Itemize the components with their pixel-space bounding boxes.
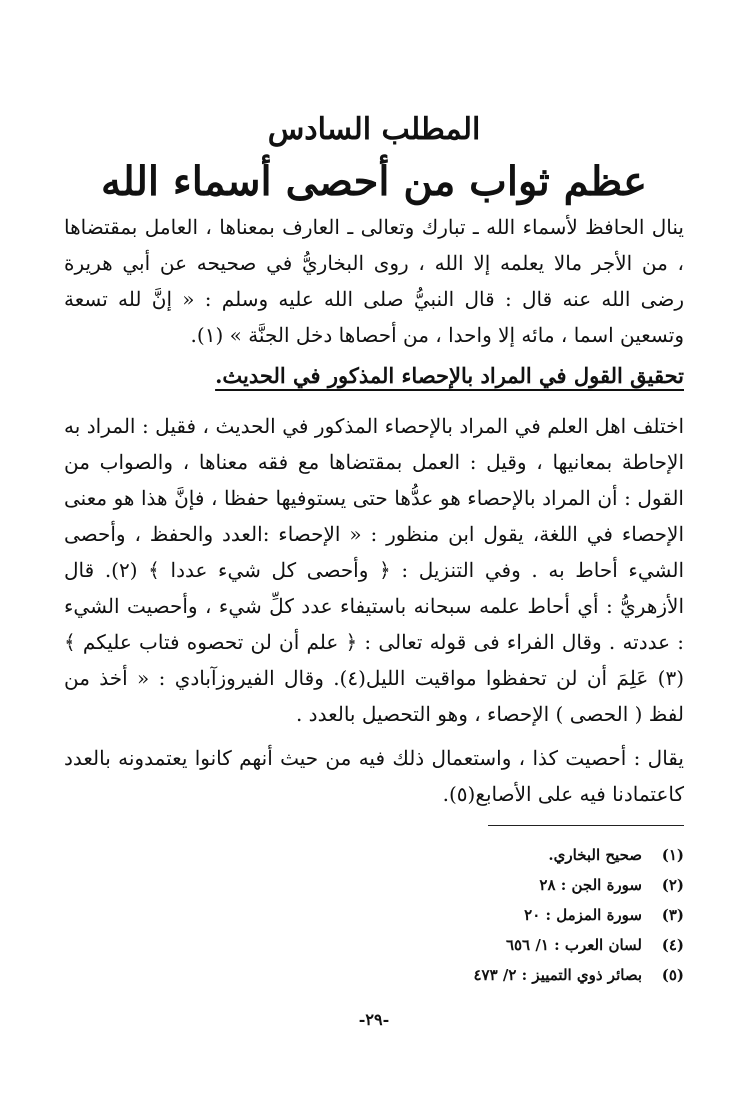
closing-paragraph: يقال : أحصيت كذا ، واستعمال ذلك فيه من حيث أنهم كانوا يعتمدونه بالعدد كاعتمادنا فيه على الأصابع(٥). <box>64 746 684 806</box>
section-subtitle: المطلب السادس <box>267 112 481 147</box>
section-heading: تحقيق القول في المراد بالإحصاء المذكور في الحديث. <box>215 363 684 388</box>
footnotes <box>354 840 684 990</box>
footnote-number: (٢) <box>661 876 684 894</box>
footnote-text: صحيح البخاري. <box>548 846 642 864</box>
section-title: عظم ثواب من أحصى أسماء الله <box>101 158 647 205</box>
intro-paragraph: ينال الحافظ لأسماء الله ـ تبارك وتعالى ـ العارف بمعناها ، العامل بمقتضاها ، من الأجر مالا يعلمه إلا الله ، روى البخاريُّ في صحيحه عن أبي هريرة رضى الله عنه قال : قال النبيُّ صلى الله عليه وسلم : « إنَّ لله تسعة وتسعين اسما ، مائه إلا واحدا ، من أحصاها دخل الجنَّة » (١). <box>64 215 684 347</box>
footnote <box>354 840 684 870</box>
footnote-divider <box>488 825 684 826</box>
footnote <box>354 870 684 900</box>
chapter-header <box>60 108 688 210</box>
footnote-number: (٣) <box>661 906 684 924</box>
page-number: -٢٩- <box>358 1010 390 1029</box>
footnote-text: سورة الجن : ٢٨ <box>539 876 642 894</box>
footnote-text: سورة المزمل : ٢٠ <box>524 906 642 924</box>
footnote-text: بصائر ذوي التمييز : ٢/ ٤٧٣ <box>473 966 642 984</box>
footnote <box>354 900 684 930</box>
footnote-number: (١) <box>661 846 684 864</box>
footnote-number: (٤) <box>661 936 684 954</box>
footnote-number: (٥) <box>661 966 684 984</box>
footnote <box>354 930 684 960</box>
footnote-text: لسان العرب : ١/ ٦٥٦ <box>505 936 642 954</box>
main-paragraph: اختلف اهل العلم في المراد بالإحصاء المذكور في الحديث ، فقيل : المراد به الإحاطة بمعانيها ، وقيل : العمل بمقتضاها مع فقه معناها ، والصواب من القول : أن المراد بالإحصاء هو عدُّها حتى يستوفيها حفظا ، فإنَّ هذا هو معنى الإحصاء في اللغة، يقول ابن منظور : « الإحصاء :العدد والحفظ ، وأحصى الشيء أحاط به . وفي التنزيل : ﴿ وأحصى كل شيء عددا ﴾ (٢). قال الأزهريُّ : أي أحاط علمه سبحانه باستيفاء عدد كلِّ شيء ، وأحصيت الشيء : عددته . وقال الفراء فى قوله تعالى : ﴿ علم أن لن تحصوه فتاب عليكم ﴾ (٣) عَلِمَ أن لن تحفظوا مواقيت الليل(٤). وقال الفيروزآبادي : « أخذ من لفظ ( الحصى ) الإحصاء ، وهو التحصيل بالعدد . <box>64 414 684 726</box>
footnote <box>354 960 684 990</box>
